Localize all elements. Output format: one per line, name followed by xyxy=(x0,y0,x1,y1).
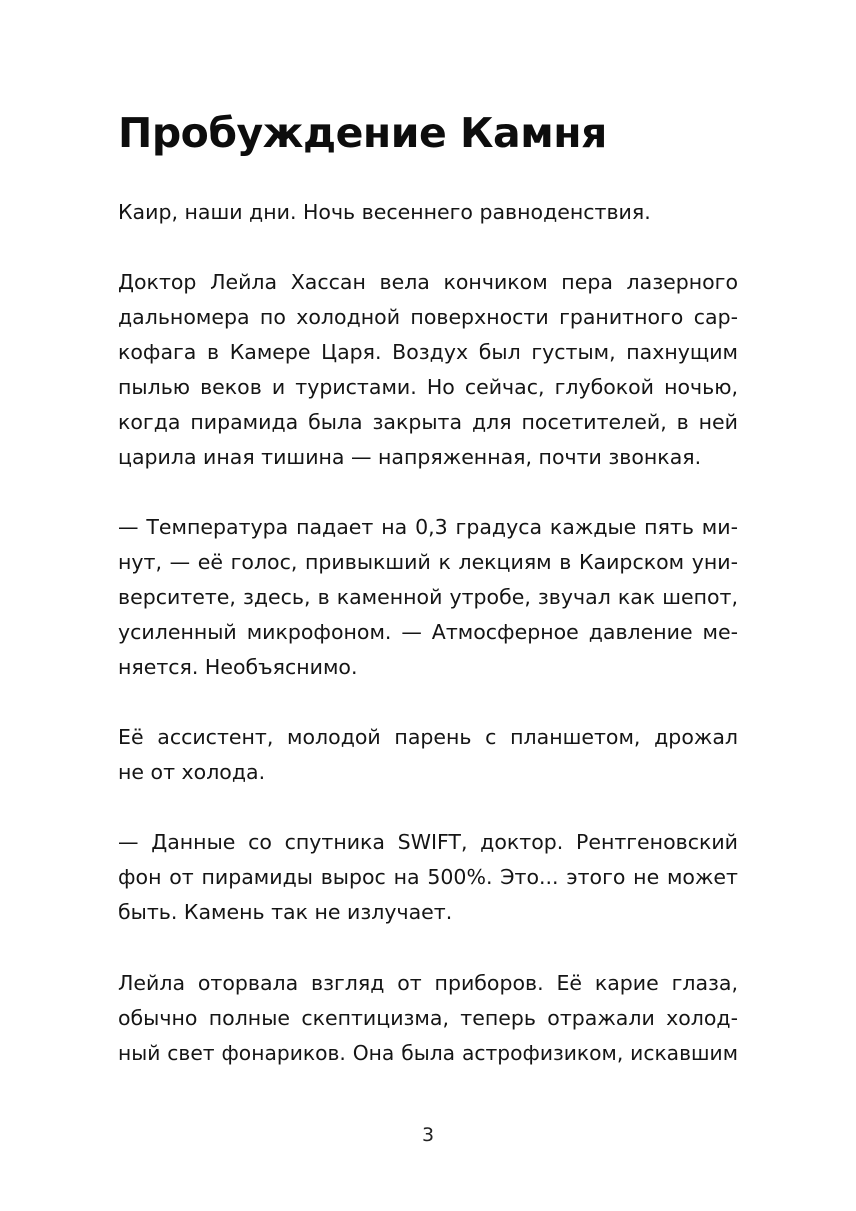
text-line: пылью веков и туристами. Но сейчас, глубокой ночью, xyxy=(118,375,738,399)
text-line: — Температура падает на 0,3 градуса каждые пять ми- xyxy=(118,515,738,539)
text-line: не от холода. xyxy=(118,760,266,784)
text-line: нут, — её голос, привыкший к лекциям в Каирском уни- xyxy=(118,550,738,574)
text-line: верситете, здесь, в каменной утробе, звучал как шепот, xyxy=(118,585,738,609)
text-line: Доктор Лейла Хассан вела кончиком пера лазерного xyxy=(118,270,738,294)
text-line: фон от пирамиды вырос на 500%. Это... этого не может xyxy=(118,865,738,889)
paragraph-3 xyxy=(118,510,738,685)
text-line: обычно полные скептицизма, теперь отражали холод- xyxy=(118,1006,738,1030)
text-line: кофага в Камере Царя. Воздух был густым, пахнущим xyxy=(118,340,738,364)
text-line: — Данные со спутника SWIFT, доктор. Рентгеновский xyxy=(118,830,738,854)
text-line: Каир, наши дни. Ночь весеннего равноденствия. xyxy=(118,200,651,224)
chapter-title: Пробуждение Камня xyxy=(118,109,607,157)
paragraph-2 xyxy=(118,265,738,475)
paragraph-4 xyxy=(118,720,738,790)
text-line: Лейла оторвала взгляд от приборов. Её карие глаза, xyxy=(118,971,738,995)
text-line: дальномера по холодной поверхности гранитного сар- xyxy=(118,305,738,329)
text-line: Её ассистент, молодой парень с планшетом, дрожал xyxy=(118,725,738,749)
paragraph-1 xyxy=(118,195,738,230)
text-line: царила иная тишина — напряженная, почти звонкая. xyxy=(118,445,702,469)
text-line: няется. Необъяснимо. xyxy=(118,655,358,679)
paragraph-5 xyxy=(118,825,738,930)
text-line: когда пирамида была закрыта для посетителей, в ней xyxy=(118,410,738,434)
text-line: усиленный микрофоном. — Атмосферное давление ме- xyxy=(118,620,738,644)
text-line: ный свет фонариков. Она была астрофизиком, искавшим xyxy=(118,1041,738,1065)
text-line: быть. Камень так не излучает. xyxy=(118,900,453,924)
page-number: 3 xyxy=(421,1124,435,1146)
paragraph-6 xyxy=(118,966,738,1071)
